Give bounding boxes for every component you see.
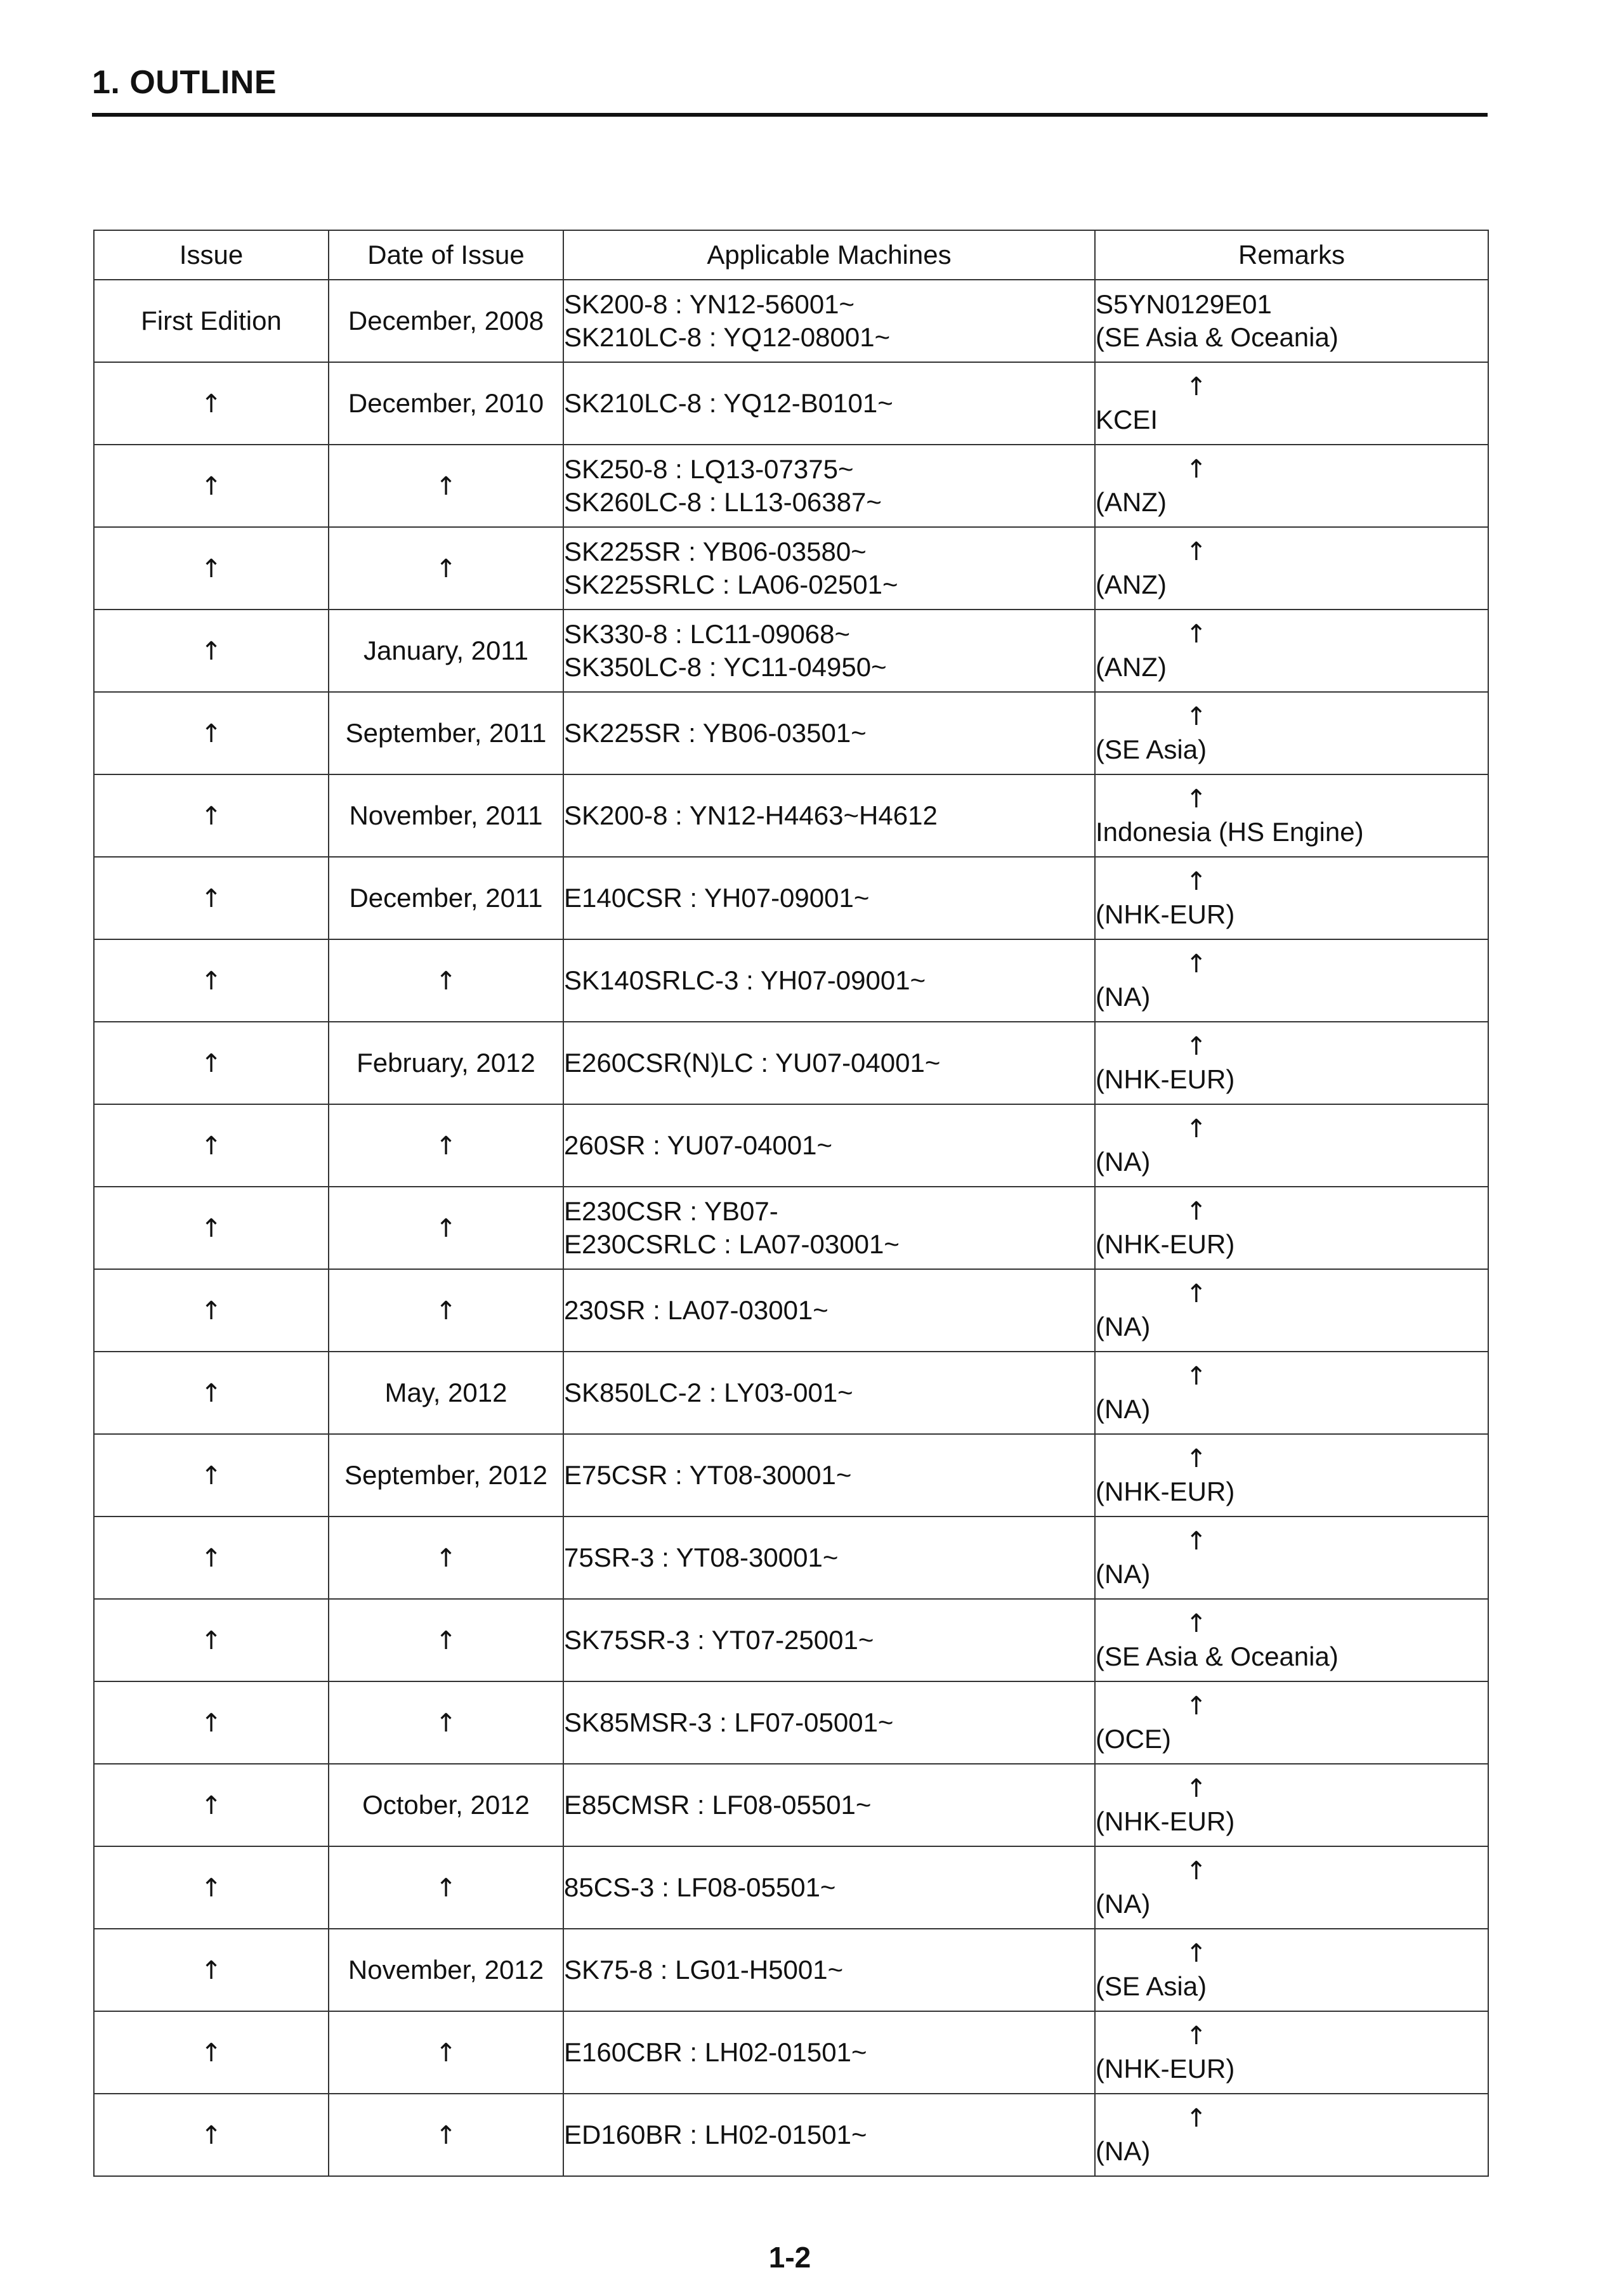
- machine-line: SK850LC-2 : LY03-001~: [564, 1378, 853, 1407]
- column-header-date: Date of Issue: [329, 230, 563, 280]
- cell-issue: [94, 1846, 329, 1929]
- cell-date: [329, 774, 563, 857]
- remark-line: (NHK-EUR): [1096, 899, 1235, 929]
- cell-issue: [94, 1599, 329, 1681]
- ditto-arrow-icon: ↑: [200, 554, 222, 584]
- cell-date: [329, 939, 563, 1022]
- cell-machines: [563, 527, 1095, 610]
- cell-machines: [563, 362, 1095, 445]
- cell-issue: [94, 362, 329, 445]
- cell-remarks: [1095, 1434, 1488, 1517]
- ditto-arrow-icon: ↑: [1186, 1362, 1207, 1391]
- table-row: [94, 774, 1488, 857]
- ditto-arrow-icon: ↑: [200, 1626, 222, 1655]
- column-header-remarks: Remarks: [1095, 230, 1488, 280]
- table-row: [94, 1352, 1488, 1434]
- cell-date: [329, 1929, 563, 2011]
- ditto-arrow-icon: ↑: [1186, 1609, 1207, 1638]
- date-label: February, 2012: [357, 1048, 535, 1078]
- cell-issue: [94, 857, 329, 939]
- cell-machines: [563, 1764, 1095, 1846]
- cell-remarks: [1095, 2011, 1488, 2094]
- ditto-arrow-icon: ↑: [200, 2121, 222, 2150]
- ditto-arrow-icon: ↑: [200, 1049, 222, 1078]
- remark-line: Indonesia (HS Engine): [1096, 817, 1364, 847]
- ditto-arrow-icon: ↑: [200, 1296, 222, 1326]
- table-row: [94, 280, 1488, 362]
- cell-issue: [94, 280, 329, 362]
- machine-line: 260SR : YU07-04001~: [564, 1130, 833, 1160]
- ditto-arrow-icon: ↑: [200, 2038, 222, 2068]
- cell-remarks: [1095, 1846, 1488, 1929]
- table-row: [94, 1599, 1488, 1681]
- table-row: [94, 692, 1488, 774]
- ditto-arrow-icon: ↑: [435, 967, 457, 996]
- cell-issue: [94, 1022, 329, 1104]
- ditto-arrow-icon: ↑: [1186, 455, 1207, 484]
- ditto-arrow-icon: ↑: [1186, 1032, 1207, 1061]
- table-row: [94, 857, 1488, 939]
- date-label: January, 2011: [363, 636, 528, 665]
- cell-machines: [563, 1599, 1095, 1681]
- ditto-arrow-icon: ↑: [1186, 372, 1207, 401]
- cell-remarks: [1095, 1764, 1488, 1846]
- remark-line: KCEI: [1096, 405, 1158, 434]
- date-label: October, 2012: [362, 1790, 530, 1820]
- machine-line: SK210LC-8 : YQ12-08001~: [564, 322, 891, 352]
- date-label: November, 2012: [348, 1955, 544, 1985]
- outline-table: [93, 230, 1489, 2177]
- remark-line: (SE Asia & Oceania): [1096, 1641, 1339, 1671]
- remark-line: (ANZ): [1096, 652, 1167, 682]
- ditto-arrow-icon: ↑: [435, 554, 457, 584]
- ditto-arrow-icon: ↑: [1186, 702, 1207, 731]
- cell-date: [329, 2094, 563, 2176]
- remark-line: (NHK-EUR): [1096, 1477, 1235, 1506]
- ditto-arrow-icon: ↑: [200, 1709, 222, 1738]
- ditto-arrow-icon: ↑: [1186, 1527, 1207, 1556]
- ditto-arrow-icon: ↑: [1186, 620, 1207, 649]
- remark-line: (SE Asia): [1096, 734, 1207, 764]
- cell-remarks: [1095, 1104, 1488, 1187]
- cell-issue: [94, 692, 329, 774]
- cell-remarks: [1095, 939, 1488, 1022]
- ditto-arrow-icon: ↑: [1186, 949, 1207, 979]
- machine-line: ED160BR : LH02-01501~: [564, 2120, 867, 2149]
- remark-line: (NHK-EUR): [1096, 1229, 1235, 1259]
- remark-line: (NHK-EUR): [1096, 1806, 1235, 1836]
- cell-machines: [563, 1517, 1095, 1599]
- cell-machines: [563, 1269, 1095, 1352]
- cell-date: [329, 1352, 563, 1434]
- machine-line: SK225SR : YB06-03580~: [564, 537, 867, 566]
- cell-issue: [94, 1929, 329, 2011]
- table-row: [94, 1269, 1488, 1352]
- remark-line: S5YN0129E01: [1096, 289, 1272, 319]
- machine-line: E140CSR : YH07-09001~: [564, 883, 870, 913]
- table-row: [94, 1764, 1488, 1846]
- table-row: [94, 1846, 1488, 1929]
- machine-line: 85CS-3 : LF08-05501~: [564, 1872, 836, 1902]
- cell-date: [329, 1187, 563, 1269]
- machine-line: SK75-8 : LG01-H5001~: [564, 1955, 844, 1985]
- cell-issue: [94, 445, 329, 527]
- table-row: [94, 362, 1488, 445]
- cell-remarks: [1095, 774, 1488, 857]
- page-number: 1-2: [768, 2241, 811, 2274]
- table-row: [94, 610, 1488, 692]
- ditto-arrow-icon: ↑: [435, 1709, 457, 1738]
- cell-date: [329, 445, 563, 527]
- cell-remarks: [1095, 1517, 1488, 1599]
- ditto-arrow-icon: ↑: [200, 1132, 222, 1161]
- cell-remarks: [1095, 1681, 1488, 1764]
- cell-issue: [94, 1352, 329, 1434]
- cell-machines: [563, 1929, 1095, 2011]
- cell-date: [329, 1764, 563, 1846]
- cell-machines: [563, 857, 1095, 939]
- machine-line: SK75SR-3 : YT07-25001~: [564, 1625, 874, 1655]
- cell-machines: [563, 1434, 1095, 1517]
- table-row: [94, 1434, 1488, 1517]
- ditto-arrow-icon: ↑: [200, 967, 222, 996]
- cell-remarks: [1095, 692, 1488, 774]
- ditto-arrow-icon: ↑: [200, 719, 222, 748]
- machine-line: E160CBR : LH02-01501~: [564, 2037, 867, 2067]
- cell-issue: [94, 939, 329, 1022]
- cell-machines: [563, 2011, 1095, 2094]
- ditto-arrow-icon: ↑: [1186, 1279, 1207, 1308]
- cell-date: [329, 527, 563, 610]
- cell-remarks: [1095, 1929, 1488, 2011]
- ditto-arrow-icon: ↑: [1186, 1692, 1207, 1721]
- ditto-arrow-icon: ↑: [435, 1626, 457, 1655]
- machine-line: E230CSRLC : LA07-03001~: [564, 1229, 900, 1259]
- machine-line: E85CMSR : LF08-05501~: [564, 1790, 872, 1820]
- cell-date: [329, 362, 563, 445]
- ditto-arrow-icon: ↑: [200, 1461, 222, 1490]
- cell-remarks: [1095, 1599, 1488, 1681]
- machine-line: SK210LC-8 : YQ12-B0101~: [564, 388, 893, 418]
- machine-line: SK225SRLC : LA06-02501~: [564, 570, 898, 599]
- remark-line: (SE Asia): [1096, 1971, 1207, 2001]
- cell-issue: [94, 1104, 329, 1187]
- cell-date: [329, 610, 563, 692]
- ditto-arrow-icon: ↑: [200, 1956, 222, 1985]
- cell-issue: [94, 1764, 329, 1846]
- table-body: [94, 280, 1488, 2176]
- ditto-arrow-icon: ↑: [1186, 1114, 1207, 1144]
- machine-line: SK140SRLC-3 : YH07-09001~: [564, 965, 926, 995]
- remark-line: (NHK-EUR): [1096, 1064, 1235, 1094]
- ditto-arrow-icon: ↑: [435, 2121, 457, 2150]
- date-label: September, 2011: [345, 718, 547, 748]
- ditto-arrow-icon: ↑: [1186, 1856, 1207, 1886]
- ditto-arrow-icon: ↑: [1186, 785, 1207, 814]
- cell-remarks: [1095, 857, 1488, 939]
- ditto-arrow-icon: ↑: [200, 802, 222, 831]
- cell-issue: [94, 1517, 329, 1599]
- cell-remarks: [1095, 1269, 1488, 1352]
- cell-machines: [563, 610, 1095, 692]
- ditto-arrow-icon: ↑: [1186, 1444, 1207, 1473]
- ditto-arrow-icon: ↑: [1186, 2021, 1207, 2051]
- remark-line: (NA): [1096, 1394, 1151, 1424]
- ditto-arrow-icon: ↑: [435, 1132, 457, 1161]
- cell-machines: [563, 692, 1095, 774]
- title-underline: [92, 113, 1488, 117]
- ditto-arrow-icon: ↑: [200, 884, 222, 913]
- cell-machines: [563, 280, 1095, 362]
- cell-remarks: [1095, 362, 1488, 445]
- cell-machines: [563, 1681, 1095, 1764]
- ditto-arrow-icon: ↑: [200, 389, 222, 419]
- cell-remarks: [1095, 1352, 1488, 1434]
- cell-machines: [563, 1846, 1095, 1929]
- cell-date: [329, 692, 563, 774]
- cell-date: [329, 1681, 563, 1764]
- ditto-arrow-icon: ↑: [435, 1544, 457, 1573]
- ditto-arrow-icon: ↑: [1186, 1197, 1207, 1226]
- cell-issue: [94, 2094, 329, 2176]
- cell-date: [329, 1022, 563, 1104]
- table-row: [94, 1929, 1488, 2011]
- ditto-arrow-icon: ↑: [435, 2038, 457, 2068]
- cell-date: [329, 1517, 563, 1599]
- ditto-arrow-icon: ↑: [1186, 537, 1207, 566]
- table-row: [94, 1681, 1488, 1764]
- machine-line: SK225SR : YB06-03501~: [564, 718, 867, 748]
- ditto-arrow-icon: ↑: [1186, 1774, 1207, 1803]
- cell-remarks: [1095, 1187, 1488, 1269]
- machine-line: SK200-8 : YN12-H4463~H4612: [564, 800, 938, 830]
- cell-machines: [563, 1104, 1095, 1187]
- column-header-machines: Applicable Machines: [563, 230, 1095, 280]
- cell-remarks: [1095, 610, 1488, 692]
- machine-line: SK350LC-8 : YC11-04950~: [564, 652, 887, 682]
- ditto-arrow-icon: ↑: [1186, 867, 1207, 896]
- remark-line: (NA): [1096, 982, 1151, 1012]
- date-label: May, 2012: [384, 1378, 508, 1407]
- remark-line: (SE Asia & Oceania): [1096, 322, 1339, 352]
- date-label: November, 2011: [349, 800, 543, 830]
- machine-line: SK250-8 : LQ13-07375~: [564, 454, 854, 484]
- cell-machines: [563, 1187, 1095, 1269]
- issue-label: First Edition: [141, 306, 282, 336]
- ditto-arrow-icon: ↑: [200, 637, 222, 666]
- cell-machines: [563, 1022, 1095, 1104]
- cell-machines: [563, 2094, 1095, 2176]
- ditto-arrow-icon: ↑: [200, 1791, 222, 1820]
- cell-remarks: [1095, 445, 1488, 527]
- date-label: December, 2011: [349, 883, 543, 913]
- remark-line: (ANZ): [1096, 570, 1167, 599]
- machine-line: E75CSR : YT08-30001~: [564, 1460, 852, 1490]
- machine-line: E230CSR : YB07-: [564, 1196, 778, 1226]
- table-row: [94, 1104, 1488, 1187]
- cell-machines: [563, 1352, 1095, 1434]
- cell-issue: [94, 610, 329, 692]
- table-row: [94, 2011, 1488, 2094]
- machine-line: SK85MSR-3 : LF07-05001~: [564, 1707, 894, 1737]
- ditto-arrow-icon: ↑: [1186, 2104, 1207, 2133]
- ditto-arrow-icon: ↑: [435, 1874, 457, 1903]
- cell-date: [329, 1269, 563, 1352]
- machine-line: SK260LC-8 : LL13-06387~: [564, 487, 882, 517]
- ditto-arrow-icon: ↑: [1186, 1939, 1207, 1968]
- ditto-arrow-icon: ↑: [200, 1379, 222, 1408]
- cell-date: [329, 1846, 563, 1929]
- cell-date: [329, 857, 563, 939]
- table-header-row: [94, 230, 1488, 280]
- column-header-issue: Issue: [94, 230, 329, 280]
- cell-machines: [563, 774, 1095, 857]
- cell-date: [329, 1599, 563, 1681]
- ditto-arrow-icon: ↑: [200, 1214, 222, 1243]
- remark-line: (NA): [1096, 1147, 1151, 1177]
- table-row: [94, 445, 1488, 527]
- cell-issue: [94, 2011, 329, 2094]
- cell-machines: [563, 445, 1095, 527]
- date-label: December, 2008: [348, 306, 544, 336]
- machine-line: 230SR : LA07-03001~: [564, 1295, 828, 1325]
- page-title: 1. OUTLINE: [92, 64, 277, 101]
- remark-line: (NA): [1096, 2136, 1151, 2166]
- date-label: September, 2012: [344, 1460, 547, 1490]
- machine-line: E260CSR(N)LC : YU07-04001~: [564, 1048, 941, 1078]
- machine-line: SK330-8 : LC11-09068~: [564, 619, 851, 649]
- remark-line: (OCE): [1096, 1724, 1171, 1754]
- cell-remarks: [1095, 527, 1488, 610]
- remark-line: (NA): [1096, 1559, 1151, 1589]
- date-label: December, 2010: [348, 388, 544, 418]
- remark-line: (NHK-EUR): [1096, 2054, 1235, 2084]
- cell-remarks: [1095, 2094, 1488, 2176]
- table-row: [94, 1187, 1488, 1269]
- cell-issue: [94, 527, 329, 610]
- table-row: [94, 1022, 1488, 1104]
- ditto-arrow-icon: ↑: [200, 1544, 222, 1573]
- cell-date: [329, 280, 563, 362]
- ditto-arrow-icon: ↑: [435, 472, 457, 501]
- cell-remarks: [1095, 1022, 1488, 1104]
- cell-issue: [94, 1434, 329, 1517]
- table-row: [94, 527, 1488, 610]
- table-row: [94, 2094, 1488, 2176]
- machine-line: 75SR-3 : YT08-30001~: [564, 1543, 839, 1572]
- table-row: [94, 939, 1488, 1022]
- cell-date: [329, 1104, 563, 1187]
- remark-line: (NA): [1096, 1312, 1151, 1341]
- cell-machines: [563, 939, 1095, 1022]
- ditto-arrow-icon: ↑: [200, 472, 222, 501]
- cell-remarks: [1095, 280, 1488, 362]
- remark-line: (ANZ): [1096, 487, 1167, 517]
- cell-issue: [94, 1269, 329, 1352]
- cell-date: [329, 2011, 563, 2094]
- cell-issue: [94, 774, 329, 857]
- ditto-arrow-icon: ↑: [435, 1296, 457, 1326]
- machine-line: SK200-8 : YN12-56001~: [564, 289, 855, 319]
- cell-date: [329, 1434, 563, 1517]
- cell-issue: [94, 1681, 329, 1764]
- cell-issue: [94, 1187, 329, 1269]
- remark-line: (NA): [1096, 1889, 1151, 1919]
- ditto-arrow-icon: ↑: [435, 1214, 457, 1243]
- table-row: [94, 1517, 1488, 1599]
- ditto-arrow-icon: ↑: [200, 1874, 222, 1903]
